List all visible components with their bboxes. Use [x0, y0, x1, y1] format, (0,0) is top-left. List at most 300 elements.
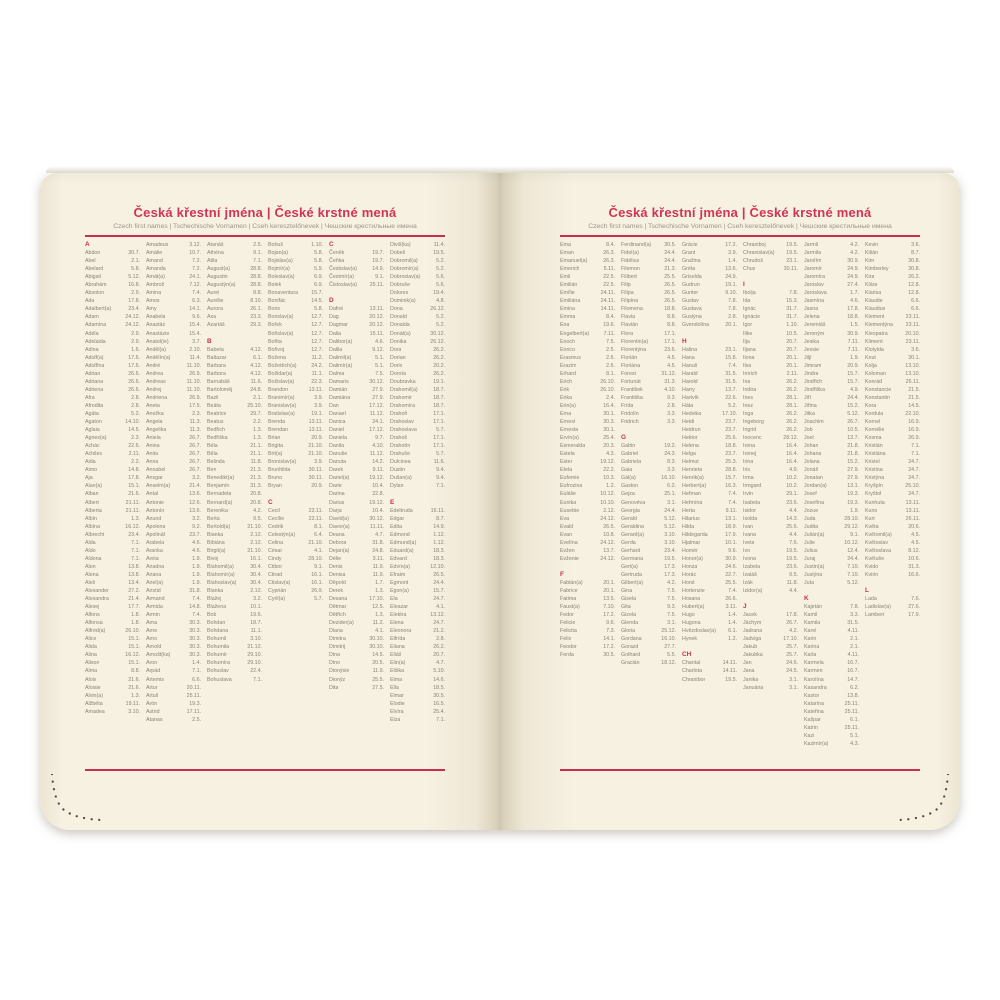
name-entry: Gizela 7.5. [621, 612, 676, 619]
name-entry: Eleonora 21.2. [390, 628, 445, 635]
name-entry: Anita 26.7. [146, 451, 201, 458]
name-entry: Jonatan 27.9. [804, 475, 859, 482]
name-entry: Adolf(a) 17.6. [85, 354, 140, 361]
page-title: Česká křestní jména | České krstné mená [608, 205, 872, 220]
name-entry: Abel 2.1. [85, 258, 140, 265]
name-entry: Ivana 4.4. [743, 531, 798, 538]
name-entry: Fridrich 3.3. [621, 419, 676, 426]
name-entry: Blažej 3.2. [207, 596, 262, 603]
name-entry: Celestýn(a) 6.4. [268, 531, 323, 538]
name-entry: Kordula 22.10. [865, 410, 920, 417]
right-page [500, 172, 960, 830]
name-entry: Konstancie 21.5. [865, 386, 920, 393]
name-entry: Aleš 13.4. [85, 579, 140, 586]
names-column [560, 241, 615, 765]
name-entry: Drahomíra 18.7. [390, 402, 445, 409]
name-entry: David(a) 30.12. [329, 515, 384, 522]
names-column [743, 241, 798, 765]
name-entry: Klaudius 6.6. [865, 306, 920, 313]
name-entry: Hvězdoslav(a) 6.1. [682, 628, 737, 635]
name-entry: Astrid 17.11. [146, 708, 201, 715]
name-entry: Ariadna 1.9. [146, 563, 201, 570]
name-entry: Drahomil(a) 18.7. [390, 386, 445, 393]
name-entry: Dino 20.5. [329, 660, 384, 667]
name-entry: Agáta 5.2. [85, 410, 140, 417]
name-entry: Katarína 25.11. [804, 700, 859, 707]
names-column [146, 241, 201, 765]
name-entry: Danuše 11.12. [329, 451, 384, 458]
name-entry: Adriana 26.6. [85, 378, 140, 385]
name-entry: Jana 24.5. [743, 668, 798, 675]
letter-header: E [390, 498, 395, 506]
name-entry: Ilsa 20.1. [743, 362, 798, 369]
name-entry: Kristiána 7.1. [865, 451, 920, 458]
name-entry: Kliment 23.11. [865, 338, 920, 345]
name-entry: Alfonsa 1.8. [85, 620, 140, 627]
name-entry: Dětřich 1.3. [329, 612, 384, 619]
name-entry: Emerich 5.11. [560, 266, 615, 273]
name-entry: Dalia 15.11. [329, 330, 384, 337]
name-entry: Ignácie 31.7. [743, 314, 798, 321]
name-entry: Eduard(a) 18.3. [390, 547, 445, 554]
name-entry: Achiles 2.11. [85, 451, 140, 458]
name-entry: Amanda 7.2. [146, 266, 201, 273]
name-entry: Jeremiáš 1.5. [804, 322, 859, 329]
name-entry: Emina 14.11. [560, 306, 615, 313]
name-entry: Jelena 18.8. [804, 314, 859, 321]
name-entry: Arna 30.3. [146, 620, 201, 627]
name-entry: Blahoslav(a) 30.4. [207, 579, 262, 586]
name-entry: Aja 17.8. [85, 475, 140, 482]
name-entry: Františka 9.3. [621, 394, 676, 401]
name-entry: Bianka 2.12. [207, 531, 262, 538]
name-entry: Dalma 7.5. [329, 370, 384, 377]
name-entry: Filipína 26.5. [621, 298, 676, 305]
name-entry: Erik 26.10. [560, 386, 615, 393]
name-entry: Gothard 5.5. [621, 652, 676, 659]
name-entry: Aron 1.4. [146, 660, 201, 667]
name-entry: Bibiána 2.12. [207, 539, 262, 546]
name-entry: Dorota 26.2. [390, 370, 445, 377]
name-entry: Jimram 20.9. [804, 362, 859, 369]
name-entry: Dalimír(a) 5.1. [329, 362, 384, 369]
name-entry: Děpold 1.7. [329, 579, 384, 586]
name-entry: Branislav(a) 3.9. [268, 402, 323, 409]
names-column [682, 241, 737, 765]
name-entry: Elma 14.6. [390, 676, 445, 683]
name-entry: Heidrun 23.7. [682, 427, 737, 434]
name-entry: Josef 19.3. [804, 491, 859, 498]
name-entry: Arabela 4.6. [146, 539, 201, 546]
name-entry: Beáta 25.10. [207, 402, 262, 409]
name-entry: Gustav 7.8. [682, 298, 737, 305]
name-entry: Bonaventura 15.7. [268, 290, 323, 297]
name-entry: Karmen 16.7. [804, 668, 859, 675]
name-entry: Kleopatra 20.10. [865, 330, 920, 337]
name-entry: Háta 5.2. [682, 402, 737, 409]
name-entry: Areta 1.9. [146, 555, 201, 562]
name-entry: Gabin 19.2. [621, 443, 676, 450]
name-entry: Agaton 14.10. [85, 419, 140, 426]
name-entry: Běla 21.1. [207, 451, 262, 458]
page-subtitle: Czech first names | Tschechische Vornamen | Cseh keresztelőnevek | Чешские крестильные имена [588, 223, 892, 230]
name-entry: Ida 15.3. [743, 298, 798, 305]
name-entry: Jiří 24.4. [804, 394, 859, 401]
name-entry: Felicita 7.3. [560, 628, 615, 635]
name-entry: Hana 15.8. [682, 354, 737, 361]
name-entry: Andělín(a) 11.4. [146, 354, 201, 361]
name-entry: Brunhilda 30.11. [268, 467, 323, 474]
name-entry: Doris 20.2. [390, 362, 445, 369]
name-entry: Jeroným 30.9. [804, 330, 859, 337]
name-entry: Dionýsie 11.9. [329, 668, 384, 675]
name-entry: Hortenzie 7.4. [682, 588, 737, 595]
name-entry: Igor 1.10. [743, 322, 798, 329]
name-entry: Iljana 20.7. [743, 346, 798, 353]
bottom-rule [85, 769, 445, 771]
name-entry: Jiřina 15.2. [804, 402, 859, 409]
name-entry: Bohumil 3.10. [207, 636, 262, 643]
name-entry: Erna 30.1. [560, 410, 615, 417]
name-entry: Gréta 13.6. [682, 266, 737, 273]
name-entry: Alfons 1.8. [85, 612, 140, 619]
name-entry: Damiána 27.9. [329, 394, 384, 401]
name-entry: Karmela 16.7. [804, 660, 859, 667]
name-entry: Flora 17.1. [621, 330, 676, 337]
name-entry: Bohuslava 7.1. [207, 676, 262, 683]
name-entry: Hedvika 17.10. [682, 410, 737, 417]
name-entry: Brandon 13.11. [268, 386, 323, 393]
name-entry: Bojislav(a) 5.8. [268, 258, 323, 265]
spacer-row [390, 490, 445, 498]
name-entry: Amát(a) 24.1. [146, 274, 201, 281]
name-entry: Eulálie 10.12. [560, 491, 615, 498]
name-entry: Edeltruda 16.11. [390, 507, 445, 514]
name-entry: Elza 7.1. [390, 716, 445, 723]
name-entry: Gorazd 27.7. [621, 644, 676, 651]
name-entry: Irma 10.2. [743, 475, 798, 482]
name-entry: Elodie 16.5. [390, 700, 445, 707]
name-entry: Kuno 13.11. [865, 507, 920, 514]
name-entry: Abelard 5.8. [85, 266, 140, 273]
names-column [85, 241, 140, 765]
name-entry: Kajetán 7.8. [804, 604, 859, 611]
name-entry: Gunter 9.10. [682, 290, 737, 297]
name-entry: Koloman 13.10. [865, 370, 920, 377]
name-entry: Dezider(a) 11.2. [329, 620, 384, 627]
name-entry: Alma 8.8. [85, 668, 140, 675]
name-entry: Johan 21.8. [804, 443, 859, 450]
name-entry: Alexej 17.7. [85, 604, 140, 611]
name-entry: Halina 23.1. [682, 346, 737, 353]
top-rule [85, 235, 445, 237]
name-entry: Ben 21.3. [207, 467, 262, 474]
name-entry: Dobroslav(a) 5.6. [390, 274, 445, 281]
name-entry: Ines 28.1. [743, 394, 798, 401]
name-entry: Augustýn(a) 28.8. [207, 282, 262, 289]
name-entry: Emma 8.4. [560, 314, 615, 321]
name-entry: Drahoslav 17.1. [390, 419, 445, 426]
name-entry: Julián(a) 9.1. [804, 531, 859, 538]
name-entry: Derek 1.3. [329, 588, 384, 595]
name-entry: Adéla 2.9. [85, 330, 140, 337]
name-entry: Beatus 2.2. [207, 419, 262, 426]
name-entry: Annabel 26.7. [146, 467, 201, 474]
name-entry: Bohumila 21.12. [207, 644, 262, 651]
name-entry: Kornel 16.9. [865, 419, 920, 426]
name-entry: Bohuslav 22.4. [207, 668, 262, 675]
name-entry: Gejza 25.1. [621, 491, 676, 498]
name-entry: Alina 16.12. [85, 652, 140, 659]
name-entry: Frída 2.8. [621, 402, 676, 409]
name-entry: Harry 13.7. [682, 386, 737, 393]
name-entry: Emilián 22.5. [560, 282, 615, 289]
name-entry: Chrudoš 23.1. [743, 258, 798, 265]
name-entry: Filibert 25.5. [621, 274, 676, 281]
name-entry: Kryštof 24.7. [865, 491, 920, 498]
name-entry: Jindřich 15.7. [804, 378, 859, 385]
spacer-row [804, 587, 859, 595]
name-entry: Evald 26.5. [560, 523, 615, 530]
name-entry: Egmont 24.4. [390, 579, 445, 586]
name-entry: Božislav(a) 22.3. [268, 378, 323, 385]
name-entry: Juda 28.10. [804, 515, 859, 522]
names-column [804, 241, 859, 765]
name-entry: Iveta 7.6. [743, 539, 798, 546]
name-entry: Georgia 24.4. [621, 507, 676, 514]
name-entry: Alison 15.1. [85, 660, 140, 667]
name-entry: Helmut 25.3. [682, 459, 737, 466]
name-entry: Amos 6.3. [146, 298, 201, 305]
name-entry: Ingeborg 26.2. [743, 419, 798, 426]
name-entry: Kvido 31.3. [865, 563, 920, 570]
name-entry: Herta 9.11. [682, 507, 737, 514]
name-entry: Arpád 7.1. [146, 668, 201, 675]
name-entry: Bořivoj 12.7. [268, 346, 323, 353]
name-entry: Jaromíra 24.9. [804, 274, 859, 281]
name-entry: Konrád 26.11. [865, 378, 920, 385]
name-entry: Květomil(a) 4.5. [865, 531, 920, 538]
name-entry: Julie 10.12. [804, 539, 859, 546]
name-entry: Dylan 7.1. [390, 483, 445, 490]
name-entry: Gert(a) 17.3. [621, 563, 676, 570]
letter-header: I [743, 281, 745, 289]
name-entry: Harold 31.5. [682, 378, 737, 385]
name-entry: Helga 23.7. [682, 451, 737, 458]
name-entry: Herbert(a) 16.3. [682, 483, 737, 490]
name-entry: Evžen 13.7. [560, 547, 615, 554]
name-entry: Anabela 9.6. [146, 314, 201, 321]
name-entry: Amadea 3.10. [85, 708, 140, 715]
name-entry: Fatima 13.5. [560, 596, 615, 603]
name-entry: Engelbert(a) 7.11. [560, 330, 615, 337]
name-entry: Dobromil(a) 5.2. [390, 258, 445, 265]
name-entry: Apolinář 23.7. [146, 531, 201, 538]
name-entry: Ena 19.6. [560, 322, 615, 329]
name-entry: Birgit(a) 21.10. [207, 547, 262, 554]
name-entry: Branimír(a) 3.9. [268, 394, 323, 401]
name-entry: Apolena 9.2. [146, 523, 201, 530]
name-entry: Gordana 16.10. [621, 636, 676, 643]
name-entry: Ina 26.2. [743, 378, 798, 385]
name-entry: Božena 11.2. [268, 354, 323, 361]
name-entry: Ivo 19.5. [743, 547, 798, 554]
names-table [560, 241, 920, 765]
name-entry: Albrecht 23.4. [85, 531, 140, 538]
name-entry: Arno 30.3. [146, 636, 201, 643]
name-entry: Adina 1.6. [85, 346, 140, 353]
name-entry: Aldo 7.1. [85, 547, 140, 554]
name-entry: Dan 17.12. [329, 402, 384, 409]
name-entry: Cedrik 8.1. [268, 523, 323, 530]
name-entry: Chranibor 19.5. [682, 676, 737, 683]
name-entry: Drahoslava 5.7. [390, 427, 445, 434]
name-entry: Genovéva 3.1. [621, 499, 676, 506]
name-entry: Henrik(a) 15.7. [682, 475, 737, 482]
name-entry: Emanuel(a) 26.3. [560, 258, 615, 265]
name-entry: Benjamín 31.3. [207, 483, 262, 490]
name-entry: Květoslav 4.5. [865, 539, 920, 546]
name-entry: Aurélie 8.10. [207, 298, 262, 305]
page-title: Česká křestní jména | České krstné mená [133, 205, 397, 220]
name-entry: Karina 2.1. [804, 644, 859, 651]
name-entry: Grácie 17.2. [682, 242, 737, 248]
name-entry: Ingrid 26.2. [743, 427, 798, 434]
name-entry: Cecílie 22.11. [268, 515, 323, 522]
name-entry: Bojan(a) 5.8. [268, 250, 323, 257]
name-entry: Job 10.5. [804, 427, 859, 434]
name-entry: Justin(a) 7.10. [804, 563, 859, 570]
name-entry: Jitka 5.12. [804, 410, 859, 417]
name-entry: Dorian 26.2. [390, 354, 445, 361]
name-entry: Adolfína 17.6. [85, 362, 140, 369]
name-entry: Gustava 7.8. [682, 306, 737, 313]
name-entry: Felicie 9.6. [560, 620, 615, 627]
name-entry: Filomena 18.8. [621, 306, 676, 313]
name-entry: Julius 12.4. [804, 547, 859, 554]
name-entry: Kristina 24.7. [865, 467, 920, 474]
name-entry: Jarmila 4.2. [804, 250, 859, 257]
name-entry: Květa 20.6. [865, 523, 920, 530]
name-entry: Florentýna 23.6. [621, 346, 676, 353]
name-entry: Aniela 26.7. [146, 435, 201, 442]
name-entry: Artemis 6.6. [146, 676, 201, 683]
name-entry: Eleazar 4.1. [390, 604, 445, 611]
name-entry: Árón 19.3. [146, 700, 201, 707]
name-entry: Alberta 21.11. [85, 507, 140, 514]
name-entry: Dimitrij 30.10. [329, 644, 384, 651]
name-entry: Celina 21.10. [268, 539, 323, 546]
name-entry: Dušan(a) 9.4. [390, 475, 445, 482]
name-entry: Erazim 2.6. [560, 362, 615, 369]
name-entry: Hubert(a) 3.11. [682, 604, 737, 611]
name-entry: Klarisa 12.8. [865, 290, 920, 297]
name-entry: Bonifác 14.5. [268, 298, 323, 305]
spacer-row [329, 289, 384, 297]
name-entry: Ctislav(a) 16.1. [268, 579, 323, 586]
name-entry: Bolek 6.9. [268, 282, 323, 289]
name-entry: Edmond 1.12. [390, 531, 445, 538]
name-entry: Gerard(a) 3.10. [621, 531, 676, 538]
name-entry: Kosma 26.9. [865, 435, 920, 442]
name-entry: Hynek 1.2. [682, 636, 737, 643]
name-entry: Ctibor 9.1. [268, 563, 323, 570]
name-entry: Hosana 26.6. [682, 596, 737, 603]
name-entry: Iris 4.9. [743, 467, 798, 474]
name-entry: Aimo 14.8. [85, 467, 140, 474]
name-entry: Čistoslav(a) 25.11. [329, 282, 384, 289]
name-entry: Hildegarda 17.9. [682, 531, 737, 538]
name-entry: Ctirad 16.1. [268, 571, 323, 578]
name-entry: Feodor 17.2. [560, 644, 615, 651]
name-entry: Erasmus 2.6. [560, 354, 615, 361]
name-entry: Antal 13.6. [146, 491, 201, 498]
name-entry: Dustin 9.4. [390, 467, 445, 474]
name-entry: Denisa 11.9. [329, 571, 384, 578]
name-entry: Jordan(a) 13.1. [804, 483, 859, 490]
letter-header: Č [329, 241, 334, 248]
name-entry: Anselm(a) 21.4. [146, 483, 201, 490]
name-entry: Aristid 31.8. [146, 588, 201, 595]
spacer-row [268, 490, 323, 498]
name-entry: Adalbert(a) 23.4. [85, 306, 140, 313]
name-entry: Eunika 10.10. [560, 499, 615, 506]
name-entry: Kasandra 6.2. [804, 684, 859, 691]
name-entry: Gudrun 19.1. [682, 282, 737, 289]
name-entry: Deana 4.7. [329, 531, 384, 538]
name-entry: Cyril(a) 5.7. [268, 596, 323, 603]
name-entry: Emil 22.5. [560, 274, 615, 281]
name-entry: Elin(a) 4.7. [390, 660, 445, 667]
name-entry: Aranka 4.6. [146, 547, 201, 554]
name-entry: August(a) 28.8. [207, 266, 262, 273]
name-entry: Artur 20.11. [146, 684, 201, 691]
name-entry: Bohumír 29.10. [207, 652, 262, 659]
name-entry: Antonie 12.6. [146, 499, 201, 506]
name-entry: Joel 13.7. [804, 435, 859, 442]
name-entry: Barnabáš 11.6. [207, 378, 262, 385]
name-entry: Barbara 4.12. [207, 362, 262, 369]
name-entry: Gerald 5.12. [621, 515, 676, 522]
name-entry: Irina 16.4. [743, 459, 798, 466]
name-entry: Dariel(a) 19.12. [329, 475, 384, 482]
name-entry: Ilja 20.7. [743, 338, 798, 345]
name-entry: Erika 2.4. [560, 394, 615, 401]
name-entry: Armand 7.4. [146, 596, 201, 603]
name-entry: Karolína 14.7. [804, 676, 859, 683]
name-entry: Atanáš 2.5. [207, 242, 262, 248]
name-entry: Bertold(a) 21.10. [207, 523, 262, 530]
letter-header: K [804, 595, 809, 603]
name-entry: Adam 24.12. [85, 314, 140, 321]
name-entry: Anastázie 15.4. [146, 330, 201, 337]
name-entry: Doubravka 19.1. [390, 378, 445, 385]
name-entry: Erin(a) 16.4. [560, 402, 615, 409]
name-entry: Erich 26.10. [560, 378, 615, 385]
name-entry: Augustin 28.8. [207, 274, 262, 281]
letter-header: CH [682, 651, 692, 659]
name-entry: Hanuš 7.4. [682, 362, 737, 369]
name-entry: Azariáš 29.3. [207, 322, 262, 329]
name-entry: Dagmar 20.12. [329, 322, 384, 329]
names-column [268, 241, 323, 765]
spacer-row [621, 426, 676, 434]
name-entry: César 4.1. [268, 547, 323, 554]
name-entry: Konstantin 21.5. [865, 394, 920, 401]
name-entry: Fidélius 24.4. [621, 258, 676, 265]
name-entry: Karin 2.1. [804, 636, 859, 643]
name-entry: Drahomír 18.7. [390, 394, 445, 401]
